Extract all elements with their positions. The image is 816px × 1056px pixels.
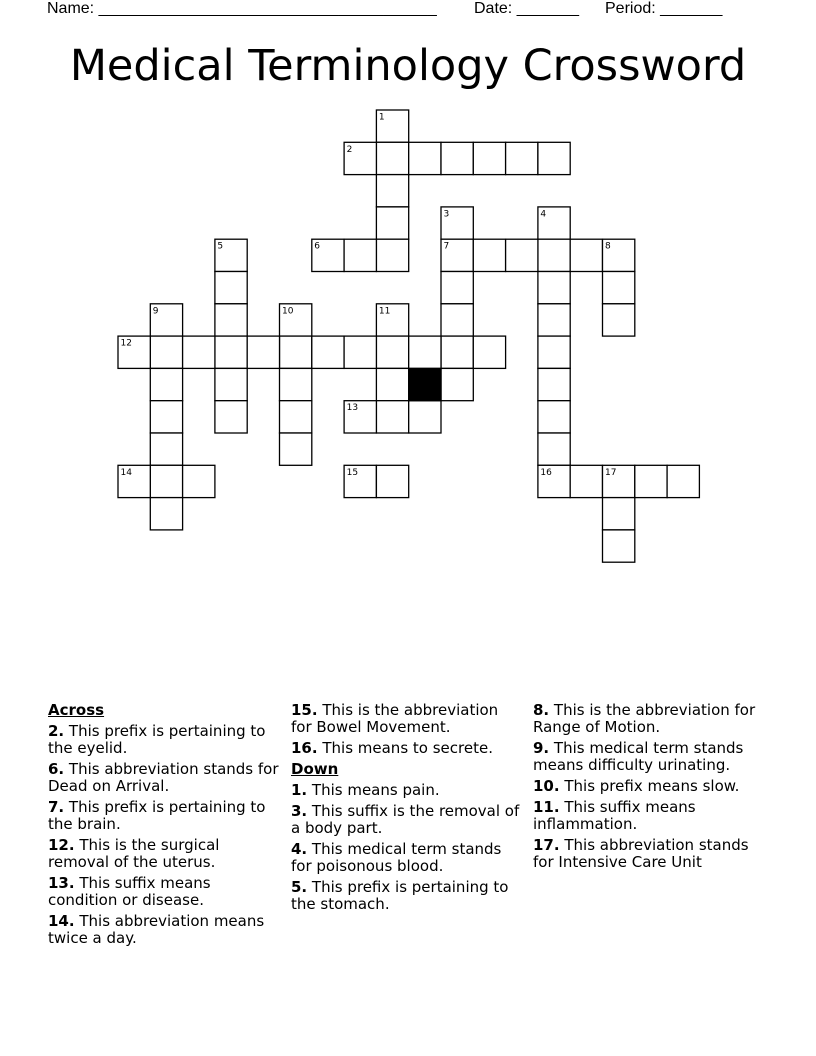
grid-cell[interactable]	[538, 304, 570, 336]
grid-cell[interactable]	[215, 304, 247, 336]
grid-cell[interactable]	[150, 368, 182, 400]
grid-cell[interactable]	[376, 336, 408, 368]
grid-cell[interactable]	[538, 239, 570, 271]
clue-down-11: 11. This suffix means inflammation.	[533, 798, 696, 833]
grid-number: 10	[282, 306, 294, 317]
clue-across-13: 13. This suffix means condition or disease.	[48, 874, 211, 909]
grid-cell[interactable]	[280, 368, 312, 400]
grid-number: 14	[120, 467, 132, 478]
clue-down-4: 4. This medical term stands for poisonous blood.	[291, 840, 502, 875]
clue-down-1: 1. This means pain.	[291, 781, 440, 799]
grid-cell[interactable]	[441, 142, 473, 174]
grid-cell[interactable]	[150, 465, 182, 497]
clue-across-16: 16. This means to secrete.	[291, 739, 493, 757]
clue-down-17: 17. This abbreviation stands for Intensive Care Unit	[533, 836, 749, 871]
grid-number: 5	[217, 241, 224, 252]
grid-cell[interactable]	[667, 465, 699, 497]
grid-cell[interactable]	[506, 142, 538, 174]
grid-cell[interactable]	[603, 498, 635, 530]
grid-cell[interactable]	[247, 336, 279, 368]
clue-across-2: 2. This prefix is pertaining to the eyelid.	[48, 722, 266, 757]
grid-cell[interactable]	[603, 304, 635, 336]
grid-number: 3	[443, 209, 450, 220]
grid-cell[interactable]	[538, 401, 570, 433]
grid-cell[interactable]	[538, 433, 570, 465]
grid-number: 11	[378, 306, 391, 317]
grid-cell[interactable]	[376, 207, 408, 239]
grid-cell[interactable]	[538, 368, 570, 400]
across-heading: Across	[48, 701, 105, 719]
grid-cell[interactable]	[409, 336, 441, 368]
clue-down-3: 3. This suffix is the removal of a body part.	[291, 802, 520, 837]
grid-cell[interactable]	[441, 272, 473, 304]
grid-cell[interactable]	[441, 304, 473, 336]
grid-cell[interactable]	[538, 336, 570, 368]
grid-number: 17	[605, 467, 617, 478]
grid-cell[interactable]	[183, 465, 215, 497]
grid-cell[interactable]	[215, 272, 247, 304]
clue-across-6: 6. This abbreviation stands for Dead on Arrival.	[48, 760, 279, 795]
grid-black-cell	[409, 368, 441, 400]
grid-cell[interactable]	[280, 336, 312, 368]
down-heading: Down	[291, 760, 339, 778]
grid-cell[interactable]	[538, 142, 570, 174]
grid-number: 12	[120, 338, 132, 349]
grid-cell[interactable]	[150, 433, 182, 465]
grid-cell[interactable]	[506, 239, 538, 271]
grid-cell[interactable]	[570, 465, 602, 497]
date-field[interactable]: Date: _______	[474, 0, 579, 17]
page-title: Medical Terminology Crossword	[69, 41, 747, 91]
clue-across-12: 12. This is the surgical removal of the uterus.	[48, 836, 220, 871]
grid-cell[interactable]	[376, 368, 408, 400]
grid-cell[interactable]	[280, 401, 312, 433]
grid-cell[interactable]	[215, 336, 247, 368]
grid-number: 4	[540, 209, 547, 220]
clue-down-10: 10. This prefix means slow.	[533, 777, 740, 795]
clue-across-7: 7. This prefix is pertaining to the brain.	[48, 798, 266, 833]
clues-column-3	[533, 702, 765, 875]
grid-cell[interactable]	[280, 433, 312, 465]
name-field[interactable]: Name: ______________________________________	[47, 0, 437, 17]
grid-cell[interactable]	[150, 401, 182, 433]
grid-cell[interactable]	[603, 530, 635, 562]
grid-cell[interactable]	[441, 336, 473, 368]
grid-cell[interactable]	[376, 175, 408, 207]
grid-cell[interactable]	[150, 498, 182, 530]
grid-number: 13	[346, 403, 359, 414]
grid-cell[interactable]	[409, 401, 441, 433]
clue-down-9: 9. This medical term stands means difficulty urinating.	[533, 739, 744, 774]
grid-number: 15	[346, 467, 359, 478]
grid-cell[interactable]	[473, 239, 505, 271]
grid-cell[interactable]	[473, 142, 505, 174]
grid-number: 6	[314, 241, 321, 252]
clue-down-8: 8. This is the abbreviation for Range of Motion.	[533, 701, 756, 736]
period-field[interactable]: Period: _______	[605, 0, 723, 17]
grid-number: 8	[605, 241, 611, 252]
grid-number: 16	[540, 467, 552, 478]
grid-cell[interactable]	[635, 465, 667, 497]
grid-cell[interactable]	[215, 368, 247, 400]
grid-cell[interactable]	[603, 272, 635, 304]
clues-column-1	[48, 702, 280, 951]
clue-across-15: 15. This is the abbreviation for Bowel Movement.	[291, 701, 499, 736]
grid-cell[interactable]	[344, 239, 376, 271]
grid-number: 1	[378, 112, 385, 123]
grid-cell[interactable]	[376, 401, 408, 433]
grid-cell[interactable]	[376, 239, 408, 271]
grid-cell[interactable]	[344, 336, 376, 368]
grid-cell[interactable]	[409, 142, 441, 174]
grid-cell[interactable]	[312, 336, 344, 368]
grid-cell[interactable]	[183, 336, 215, 368]
grid-number: 2	[346, 144, 353, 155]
grid-cell[interactable]	[376, 142, 408, 174]
grid-cell[interactable]	[538, 272, 570, 304]
grid-cell[interactable]	[150, 336, 182, 368]
grid-number: 9	[152, 306, 159, 317]
grid-cell[interactable]	[570, 239, 602, 271]
clue-down-5: 5. This prefix is pertaining to the stomach.	[291, 878, 509, 913]
clues-column-2	[291, 702, 523, 917]
clue-across-14: 14. This abbreviation means twice a day.	[48, 912, 265, 947]
grid-cell[interactable]	[215, 401, 247, 433]
grid-number: 7	[443, 241, 450, 252]
grid-cell[interactable]	[441, 368, 473, 400]
grid-cell[interactable]	[473, 336, 505, 368]
grid-cell[interactable]	[376, 465, 408, 497]
